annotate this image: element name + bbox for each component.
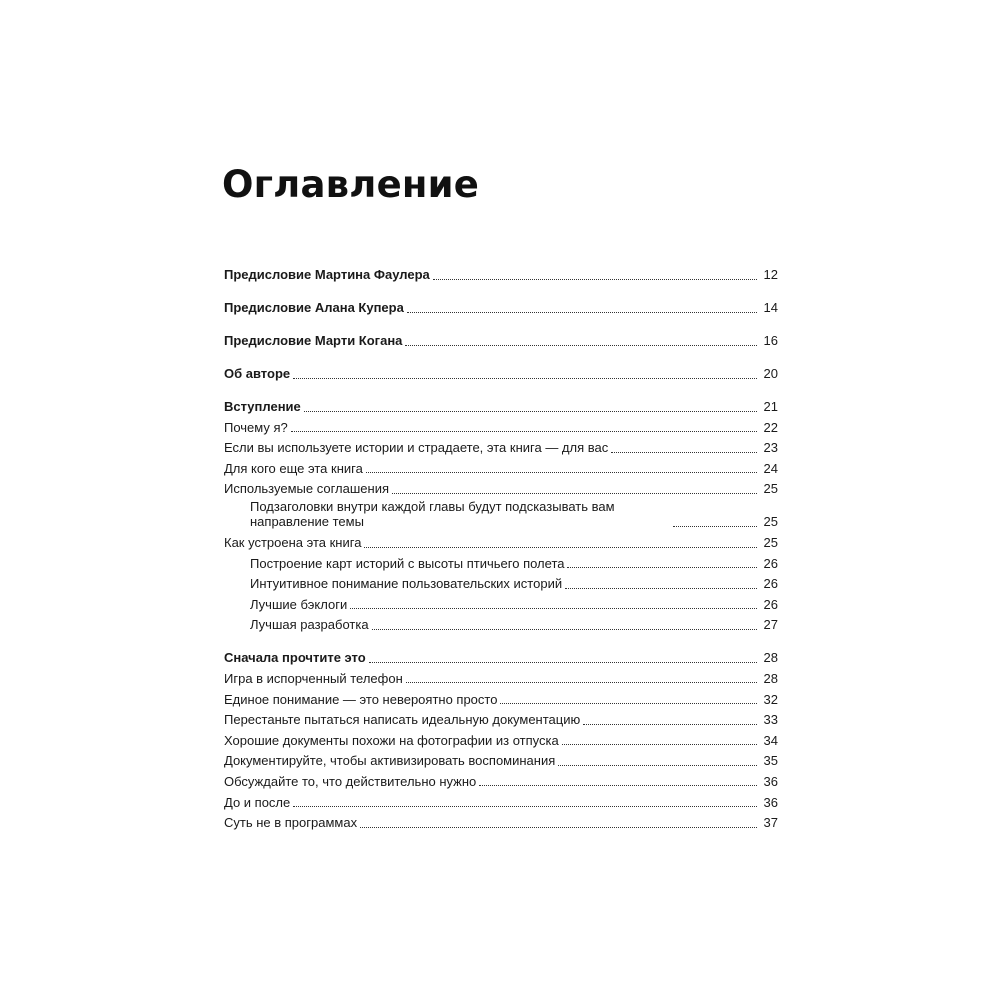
toc-entry-title: Хорошие документы похожи на фотографии из отпуска [224,732,559,748]
toc-entry [224,707,778,728]
toc-entry [224,592,778,613]
toc-entry-title: Лучшая разработка [250,617,369,633]
toc-entry-page: 25 [763,514,778,530]
toc-entry-page: 12 [763,267,778,283]
dot-leader [407,312,757,313]
dot-leader [500,703,757,704]
toc-entry [224,748,778,769]
toc-entry-page: 33 [763,712,778,728]
toc-entry [224,810,778,831]
table-of-contents [224,262,778,831]
dot-leader [479,785,757,786]
toc-entry [224,394,778,415]
toc-entry [224,530,778,551]
toc-entry-page: 24 [763,460,778,476]
toc-entry [224,262,778,283]
dot-leader [291,431,757,432]
dot-leader [293,806,757,807]
toc-entry [224,476,778,497]
dot-leader [392,493,757,494]
toc-entry [224,769,778,790]
toc-entry-title: Единое понимание — это невероятно просто [224,691,498,707]
toc-entry [224,435,778,456]
toc-entry [224,415,778,436]
toc-entry-title: Предисловие Мартина Фаулера [224,267,430,283]
dot-leader [567,567,757,568]
dot-leader [558,765,757,766]
toc-entry [224,789,778,810]
toc-entry-page: 35 [763,753,778,769]
dot-leader [583,724,757,725]
toc-entry-title: Если вы используете истории и страдаете, эта книга — для вас [224,440,609,456]
toc-entry-title: Предисловие Марти Когана [224,333,403,349]
dot-leader [562,744,757,745]
toc-entry [224,361,778,382]
toc-entry [224,551,778,572]
toc-entry [224,295,778,316]
toc-entry [224,666,778,687]
dot-leader [360,827,757,828]
toc-entry-page: 25 [763,535,778,550]
toc-entry-title: Игра в испорченный телефон [224,670,403,686]
toc-entry-title: Лучшие бэклоги [250,596,348,612]
toc-entry-page: 25 [763,481,778,497]
dot-leader [364,547,757,548]
dot-leader [433,279,757,280]
toc-entry-title: Для кого еще эта книга [224,460,363,476]
toc-entry-page: 27 [763,617,778,633]
toc-entry-page: 26 [763,596,778,612]
toc-entry-title: Суть не в программах [224,815,358,831]
toc-entry [224,456,778,477]
toc-entry-page: 20 [763,366,778,382]
toc-entry [224,728,778,749]
toc-entry-page: 36 [763,773,778,789]
toc-entry-page: 26 [763,555,778,571]
dot-leader [565,588,757,589]
dot-leader [406,682,757,683]
toc-entry-page: 34 [763,732,778,748]
toc-entry-page: 22 [763,419,778,435]
toc-entry-title: Почему я? [224,419,288,435]
dot-leader [369,662,757,663]
toc-entry-title: Интуитивное понимание пользовательских историй [250,576,563,592]
toc-entry-page: 36 [763,794,778,810]
toc-entry-title: Используемые соглашения [224,481,389,497]
toc-entry-title: Обсуждайте то, что действительно нужно [224,773,477,789]
toc-entry-title: Документируйте, чтобы активизировать воспоминания [224,753,556,769]
toc-entry [224,612,778,633]
toc-entry-title: Сначала прочтите это [224,650,366,666]
toc-entry-title: Как устроена эта книга [224,535,362,550]
toc-entry-title: Об авторе [224,366,291,382]
toc-entry-title: До и после [224,794,291,810]
toc-entry [224,328,778,349]
page-title: Оглавление [222,163,480,206]
toc-entry-title: Перестаньте пытаться написать идеальную документацию [224,712,581,728]
dot-leader [405,345,757,346]
toc-entry-title: Подзаголовки внутри каждой главы будут подсказывать вам направление темы [250,498,615,530]
toc-entry-page: 26 [763,576,778,592]
toc-entry-page: 23 [763,440,778,456]
toc-entry-title: Построение карт историй с высоты птичьего полета [250,555,565,571]
toc-entry-page: 16 [763,333,778,349]
toc-entry [224,499,778,530]
dot-leader [372,629,757,630]
toc-entry-page: 21 [763,399,778,415]
toc-entry [224,686,778,707]
toc-entry-page: 37 [763,815,778,831]
dot-leader [293,378,757,379]
dot-leader [611,452,757,453]
toc-entry-page: 28 [763,650,778,666]
dot-leader [350,608,757,609]
dot-leader [304,411,757,412]
dot-leader [366,472,757,473]
dot-leader [673,526,757,527]
toc-entry-title: Предисловие Алана Купера [224,300,404,316]
toc-entry [224,571,778,592]
toc-entry-page: 14 [763,300,778,316]
toc-entry-page: 28 [763,670,778,686]
toc-entry [224,645,778,666]
toc-entry-title: Вступление [224,399,301,415]
toc-entry-page: 32 [763,691,778,707]
